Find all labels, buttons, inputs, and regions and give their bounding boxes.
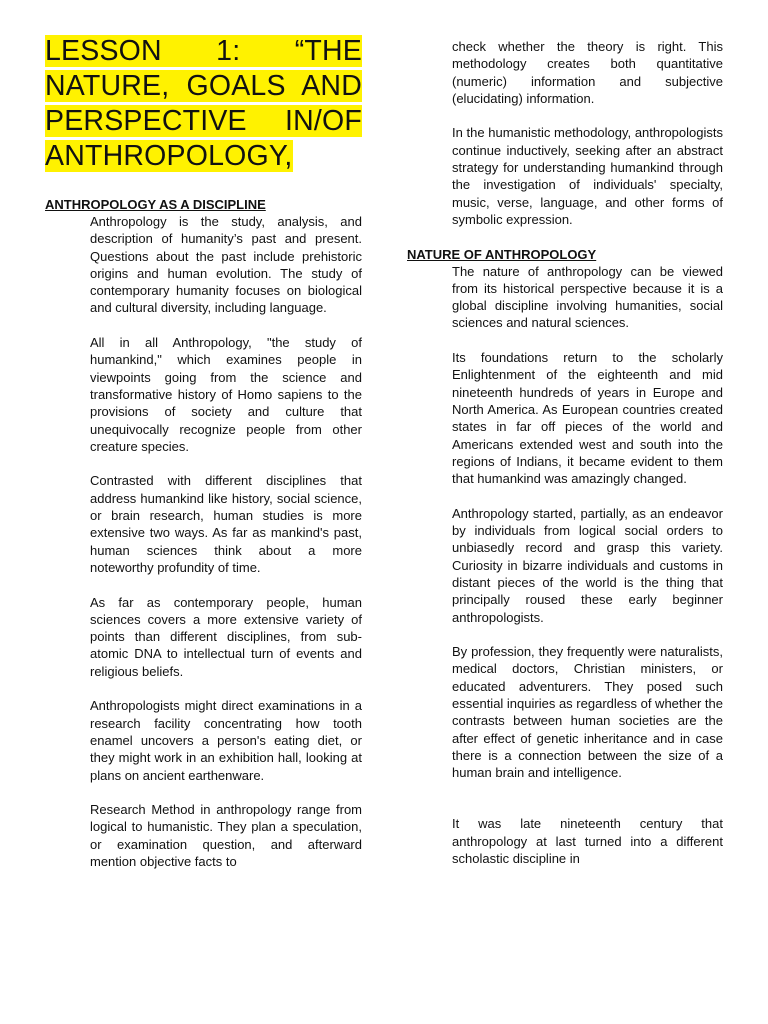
paragraph: Research Method in anthropology range from logical to humanistic. They plan a speculation, or examination question, and afterward mention objective facts to [90,802,362,869]
left-column [45,0,362,888]
paragraph: It was late nineteenth century that anthropology at last turned into a different scholastic discipline in [452,816,723,867]
paragraph: Contrasted with different disciplines that address humankind like history, social science, or brain research, human studies is more extensive two ways. As far as mankind's past, human sciences think about a more noteworthy profundity of time. [90,473,362,575]
paragraph: Anthropology started, partially, as an endeavor by individuals from logical social orders to unbiasedly record and grasp this variety. Curiosity in bizarre individuals and customs in distant pieces of the world is the thing that principally roused these early beginner anthropologists. [452,505,723,625]
paragraph: check whether the theory is right. This methodology creates both quantitative (numeric) information and subjective (elucidating) information. [452,39,723,106]
lesson-title: LESSON 1: “THE NATURE, GOALS AND PERSPECTIVE IN/OF ANTHROPOLOGY, [45,35,362,172]
right-column [407,0,723,885]
paragraph: Anthropologists might direct examinations in a research facility concentrating how tooth enamel uncovers a person's eating diet, or they might work in an exhibition hall, looking at plans on ancient earthenware. [90,698,362,783]
paragraph: All in all Anthropology, "the study of humankind," which examines people in viewpoints going from the science and transformative history of Homo sapiens to the provisions of society and culture that unequivocally recognize people from other creature species. [90,335,362,454]
paragraph: As far as contemporary people, human sciences covers a more extensive variety of points than different disciplines, from sub-atomic DNA to intellectual turn of events and religious beliefs. [90,594,362,679]
section-heading-discipline: ANTHROPOLOGY AS A DISCIPLINE [45,197,266,212]
paragraph: Anthropology is the study, analysis, and description of humanity’s past and present. Questions about the past include prehistoric origins and human evolution. The study of contemporary humanity focuses on biological and cultural diversity, including language. [90,214,362,316]
paragraph: In the humanistic methodology, anthropologists continue inductively, seeking after an abstract strategy for understanding humankind through the investigation of individuals' specialty, music, verse, language, and other forms of symbolic expression. [452,125,723,227]
paragraph: The nature of anthropology can be viewed from its historical perspective because it is a global discipline involving humanities, social sciences and natural sciences. [452,263,723,331]
paragraph: Its foundations return to the scholarly Enlightenment of the eighteenth and mid nineteenth hundreds of years in Europe and North America. As European countries created states in far off pieces of the world and Americans extended west and south into the regions of Indians, it became evident to them that humankind was amazingly changed. [452,350,723,487]
section-heading-nature: NATURE OF ANTHROPOLOGY [407,246,597,262]
paragraph: By profession, they frequently were naturalists, medical doctors, Christian ministers, or educated adventurers. They posed such essential inquiries as regardless of whether the contrasts between human societies are the after effect of genetic inheritance and in case there is a connection between the size of a human brain and intelligence. [452,644,723,781]
